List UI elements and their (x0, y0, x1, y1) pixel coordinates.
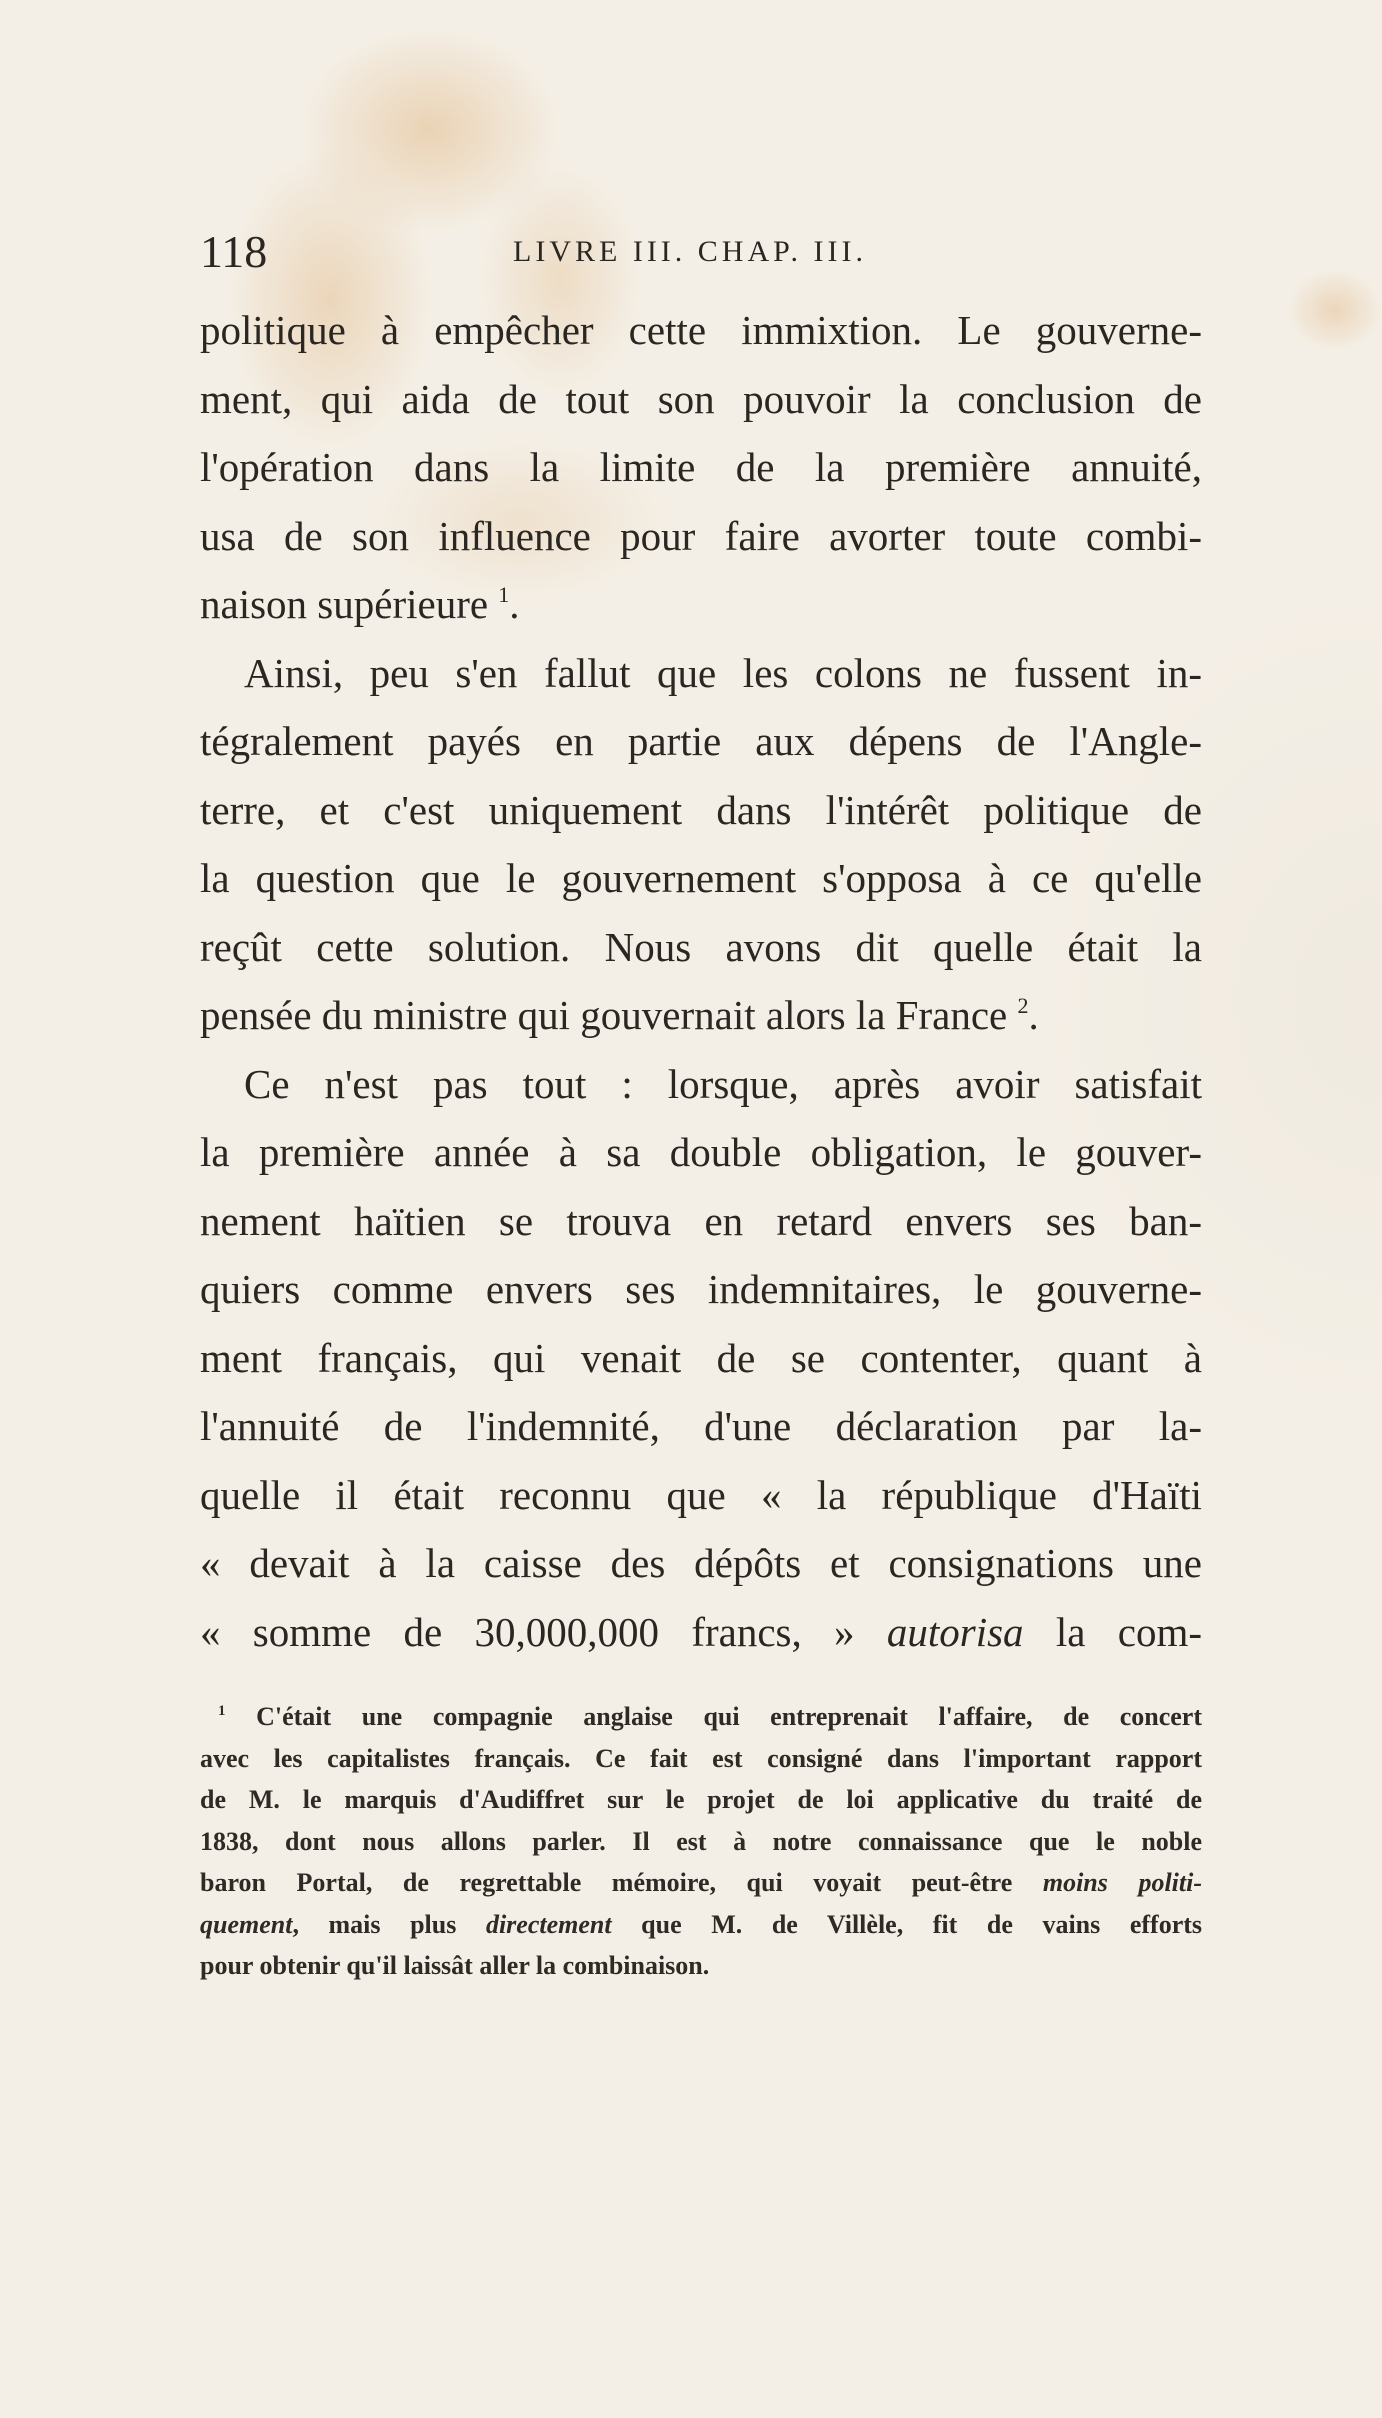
page-header (200, 222, 1180, 282)
footnote-reference: 1 (498, 582, 510, 607)
punctuation: . (509, 581, 520, 627)
italic-text: quement (200, 1909, 293, 1939)
text-line: reçût cette solution. Nous avons dit quelle était la (200, 923, 1202, 970)
text-line: nement haïtien se trouva en retard envers ses ban- (200, 1197, 1202, 1244)
running-head: LIVRE III. CHAP. III. (513, 235, 867, 268)
footnote-marker: 1 (218, 1703, 226, 1719)
text-fragment: C'était une compagnie anglaise qui entreprenait l'affaire, de concert (256, 1702, 1203, 1731)
paragraph-3 (200, 1050, 1202, 1667)
text-fragment: la com- (1055, 1608, 1203, 1655)
text-line: terre, et c'est uniquement dans l'intérêt politique de (200, 786, 1202, 833)
text-line: quelle il était reconnu que « la république d'Haïti (200, 1471, 1202, 1518)
paragraph-2 (200, 639, 1202, 1050)
text-line: « devait à la caisse des dépôts et consignations une (200, 1540, 1202, 1586)
text-line: tégralement payés en partie aux dépens de l'Angle- (200, 718, 1202, 764)
text-line: la première année à sa double obligation, le gouver- (200, 1129, 1202, 1175)
text-line (200, 981, 1202, 1050)
text-fragment: « somme de 30,000,000 francs, » (200, 1608, 855, 1655)
text-fragment: que M. de Villèle, fit de vains efforts (641, 1909, 1203, 1939)
footnote-line: avec les capitalistes français. Ce fait est consigné dans l'important rapport (200, 1743, 1202, 1773)
text-line: ment français, qui venait de se contenter, quant à (200, 1334, 1202, 1381)
main-text (200, 296, 1202, 1666)
text-line (200, 570, 1202, 639)
text-line: l'opération dans la limite de la première annuité, (200, 444, 1202, 490)
text-line: politique à empêcher cette immixtion. Le gouverne- (200, 307, 1202, 353)
text-fragment: pensée du ministre qui gouvernait alors la France (200, 992, 1008, 1038)
text-line: quiers comme envers ses indemnitaires, le gouverne- (200, 1266, 1202, 1312)
page-number: 118 (200, 226, 268, 277)
text-fragment: naison supérieure (200, 581, 489, 627)
text-fragment: , mais plus (292, 1909, 457, 1939)
footnote-line: pour obtenir qu'il laissât aller la combinaison. (200, 1951, 710, 1980)
text-line: ment, qui aida de tout son pouvoir la conclusion de (200, 375, 1202, 422)
punctuation: . (1028, 992, 1039, 1038)
footnote-reference: 2 (1017, 993, 1029, 1018)
footnote-line: 1838, dont nous allons parler. Il est à notre connaissance que le noble (200, 1826, 1202, 1856)
footnote-line (200, 1904, 1202, 1946)
text-line (200, 1598, 1202, 1667)
text-line: l'annuité de l'indemnité, d'une déclaration par la- (200, 1403, 1202, 1449)
footnote-line (200, 1862, 1202, 1904)
text-line: la question que le gouvernement s'opposa à ce qu'elle (200, 855, 1202, 901)
italic-text: moins politi- (1042, 1868, 1202, 1897)
footnote-line (200, 1696, 1202, 1738)
italic-text: autorisa (886, 1608, 1024, 1655)
footnote-line: de M. le marquis d'Audiffret sur le projet de loi applicative du traité de (200, 1785, 1202, 1814)
paragraph-1 (200, 296, 1202, 639)
text-fragment: baron Portal, de regrettable mémoire, qui voyait peut-être (200, 1868, 1013, 1897)
text-line: usa de son influence pour faire avorter toute combi- (200, 512, 1202, 559)
text-line: Ce n'est pas tout : lorsque, après avoir satisfait (244, 1060, 1202, 1107)
italic-text: directement (485, 1909, 612, 1939)
text-line: Ainsi, peu s'en fallut que les colons ne fussent in- (244, 649, 1202, 696)
footnote-1 (200, 1696, 1202, 1987)
